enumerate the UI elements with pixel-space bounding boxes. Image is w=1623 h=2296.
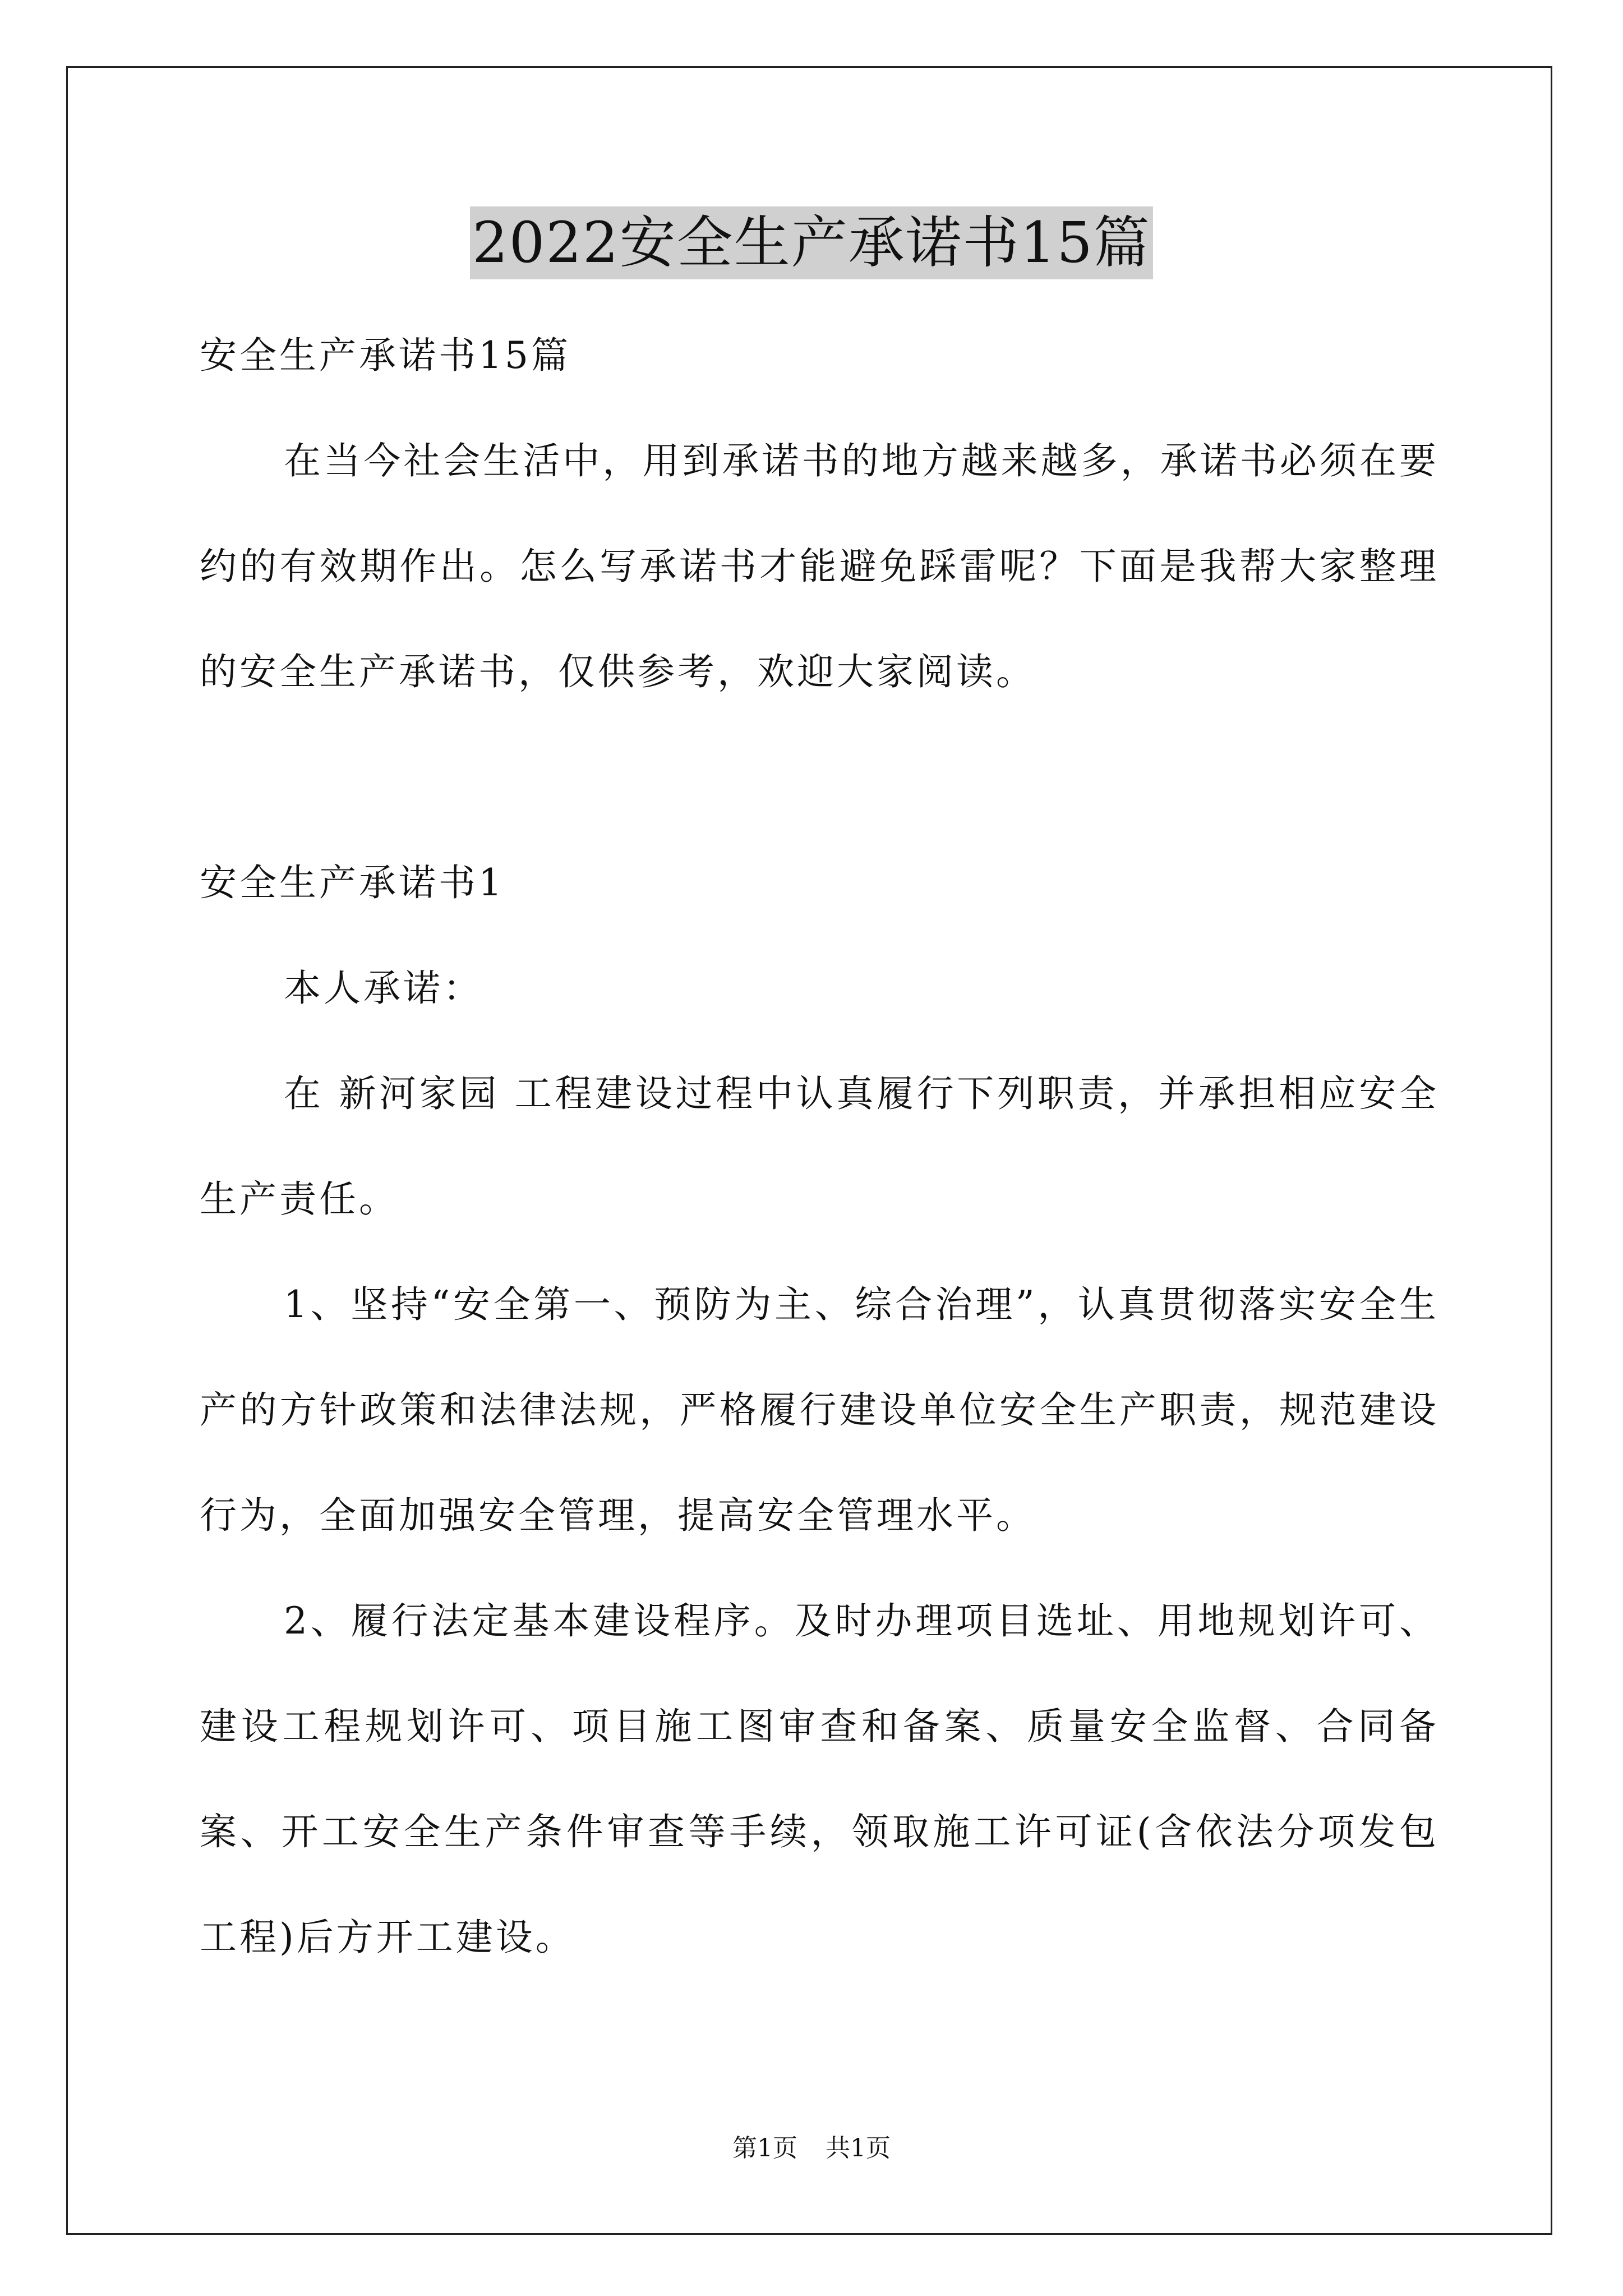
document-body (200, 303, 1439, 1990)
subtitle: 安全生产承诺书15篇 (200, 334, 571, 377)
page-number: 第1页 (732, 2134, 797, 2162)
section-heading: 安全生产承诺书1 (200, 861, 505, 904)
spacer (200, 725, 1439, 830)
paragraph-item-2: 2、履行法定基本建设程序。及时办理项目选址、用地规划许可、建设工程规划许可、项目施工图审查和备案、质量安全监督、合同备案、开工安全生产条件审查等手续，领取施工许可证(含依法分项发包工程)后方开工建设。 (200, 1599, 1439, 1959)
intro-paragraph: 在当今社会生活中，用到承诺书的地方越来越多，承诺书必须在要约的有效期作出。怎么写承诺书才能避免踩雷呢？下面是我帮大家整理的安全生产承诺书，仅供参考，欢迎大家阅读。 (200, 439, 1439, 693)
document-title: 2022安全生产承诺书15篇 (470, 206, 1153, 279)
page-total: 共1页 (826, 2134, 891, 2162)
paragraph-item-1: 1、坚持“安全第一、预防为主、综合治理”，认真贯彻落实安全生产的方针政策和法律法规，严格履行建设单位安全生产职责，规范建设行为，全面加强安全管理，提高安全管理水平。 (200, 1283, 1439, 1537)
title-container (0, 206, 1623, 279)
paragraph-project: 在 新河家园 工程建设过程中认真履行下列职责，并承担相应安全生产责任。 (200, 1072, 1439, 1221)
page-footer (0, 2132, 1623, 2165)
paragraph-commitment: 本人承诺： (284, 967, 483, 1010)
